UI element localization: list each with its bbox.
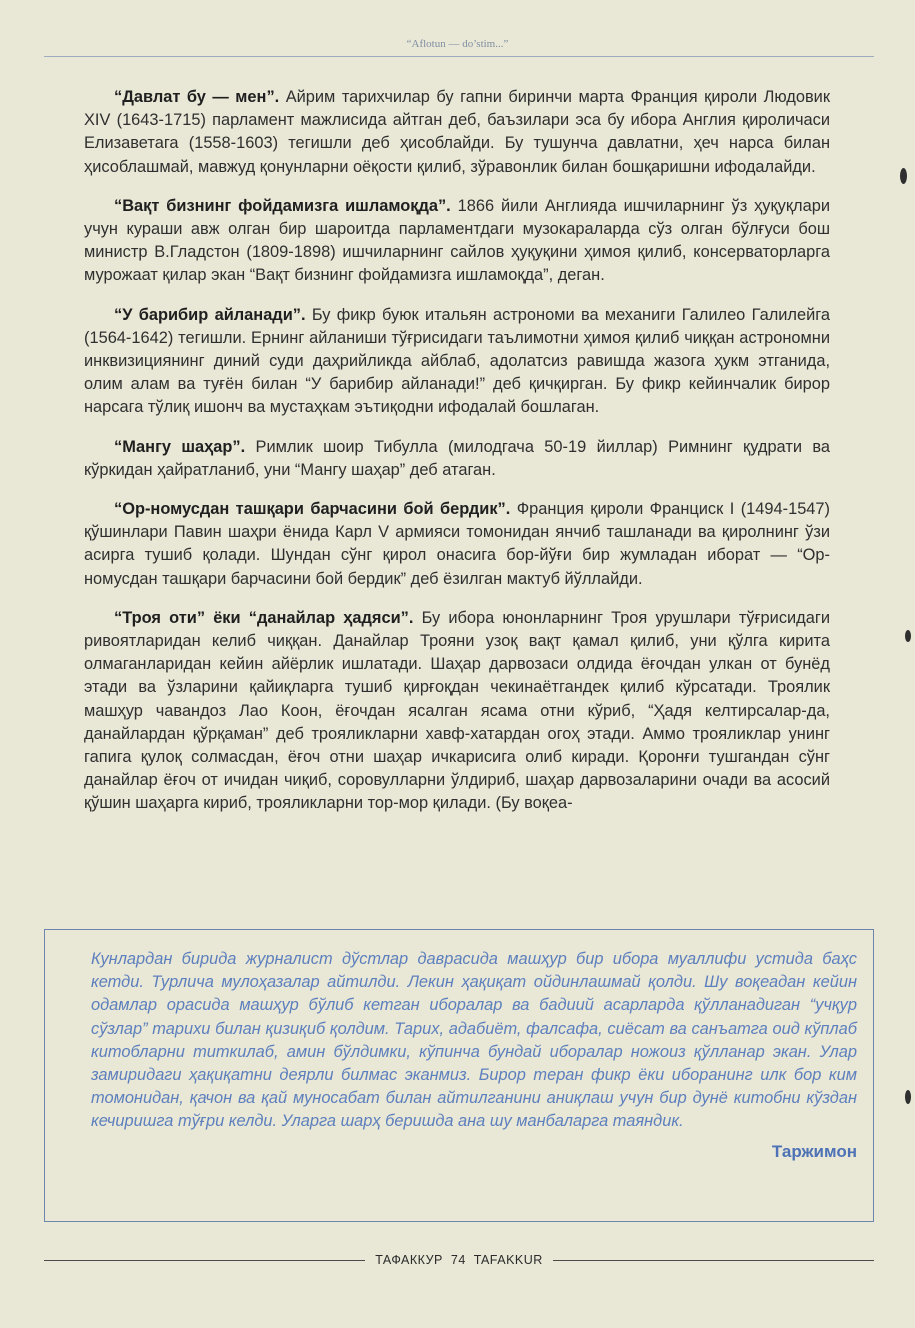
article-body [84,86,830,832]
entry-paragraph [84,436,830,482]
footer-label [365,1253,553,1267]
entry-term: “Троя оти” ёки “данайлар ҳадяси”. [114,608,414,627]
entry-paragraph [84,304,830,420]
binding-hole-mark [905,630,911,642]
page-number: 74 [450,1253,466,1267]
entry-paragraph [84,195,830,288]
footer-magazine-cyrillic: ТАФАККУР [375,1253,443,1267]
translator-note-text: Кунлардан бирида журналист дўстлар даврасида машҳур бир ибора муаллифи устида баҳс кетди. Турлича мулоҳазалар айтилди. Лекин ҳақиқат ойдинлашмай қолди. Шу воқеадан кейин одамлар орасида машҳур бўлиб кетган иборалар ва бадиий асарларда қўлланадиган “учқур сўзлар” тарихи билан қизиқиб қолдим. Тарих, адабиёт, фалсафа, сиёсат ва санъатга оид кўплаб китобларни титкилаб, амин бўлдимки, кўпинча бундай иборалар ножоиз қўлланар экан. Улар замиридаги ҳақиқатни деярли билмас эканмиз. Бирор теран фикр ёки иборанинг илк бор ким томонидан, қачон ва қай муносабат билан айтилганини аниқлаш учун бир дунё китобни кўздан кечиришга тўғри келди. Уларга шарҳ беришда ана шу манбаларга таяндик. [91,950,857,1131]
entry-paragraph [84,498,830,591]
entry-text: Бу фикр буюк итальян астрономи ва механиги Галилео Галилейга (1564-1642) тегишли. Ернинг айланиши тўғрисидаги таълимотни ҳимоя қилиб чиққан астрономни инквизициянинг диний суди даҳрийликда айблаб, адолатсиз равишда жазога ҳукм этганида, олим алам ва туғён билан “У барибир айланади!” деб қичқирган. Бу фикр кейинчалик бирор нарсага тўлиқ ишонч ва мустаҳкам эътиқодни ифодалай бошлаган. [84,305,830,417]
footer-magazine-latin: TAFAKKUR [473,1253,543,1267]
page-footer [44,1250,874,1270]
entry-text: 1866 йили Англияда ишчиларнинг ўз ҳуқуқлари учун кураши авж олган бир шароитда парламентдаги музокараларда сўз олган бўлғуси бош министр В.Гладстон (1809-1898) ишчиларнинг сайлов ҳуқуқини ҳимоя қилиб, консерваторларга мурожаат қилар экан “Вақт бизнинг фойдамизга ишламоқда”, деган. [84,196,830,285]
translator-signature: Таржимон [771,1141,857,1161]
running-header: “Aflotun — do’stim...” [406,38,509,50]
entry-term: “Вақт бизнинг фойдамизга ишламоқда”. [114,196,451,215]
binding-hole-mark [900,168,907,184]
translator-note-box [44,929,874,1222]
entry-text: Бу ибора юнонларнинг Троя урушлари тўғрисидаги ривоятларидан келиб чиққан. Данайлар Трояни узоқ вақт қамал қилиб, уни қўлга кирита олмаганларидан кейин айёрлик ишлатади. Шаҳар дарвозаси олдида ёғочдан улкан от бунёд этади ва ўзларини қайиқларга тушиб қирғоқдан чекинаётгандек қилиб кўрсатади. Троялик машҳур чавандоз Лао Коон, ёғочдан ясалган ясама отни кўриб, “Ҳадя келтирсалар-да, данайлардан қўрқаман” деб трояликларни хавф-хатардан огоҳ этади. Аммо трояликлар унинг гапига қулоқ солмасдан, ёғоч отни шаҳар ичкарисига олиб киради. Қоронғи тушгандан сўнг данайлар ёғоч от ичидан чиқиб, соровулларни ўлдириб, шаҳар дарвозаларини очади ва асосий қўшин шаҳарга кириб, трояликларни тор-мор қилади. (Бу воқеа- [84,608,830,813]
entry-text: Римлик шоир Тибулла (милодгача 50-19 йиллар) Римнинг қудрати ва кўркидан ҳайратланиб, уни “Мангу шаҳар” деб атаган. [84,437,830,479]
footer-rule-left [44,1260,365,1261]
entry-term: “Ор-номусдан ташқари барчасини бой бердик”. [114,500,511,519]
entry-term: “Мангу шаҳар”. [114,437,246,456]
footer-rule-right [553,1260,874,1261]
header-rule [44,56,874,57]
binding-hole-mark [905,1090,911,1104]
entry-paragraph [84,607,830,816]
entry-text: Франция қироли Франциск I (1494-1547) қўшинлари Павин шаҳри ёнида Карл V армияси томонидан янчиб ташланади ва қиролнинг ўзи асирга тушиб қолади. Шундан сўнг қирол онасига бор-йўғи бир жумладан иборат — “Ор-номусдан ташқари барчасини бой бердик” деб ёзилган мактуб йўллайди. [84,500,830,588]
entry-term: “Давлат бу — мен”. [114,88,280,106]
entry-paragraph [84,86,830,179]
entry-term: “У барибир айланади”. [114,305,306,324]
entry-text: Айрим тарихчилар бу гапни биринчи марта Франция қироли Людовик XIV (1643-1715) парламент мажлисида айтган деб, баъзилари эса бу ибора Англия қироличаси Елизаветага (1558-1603) тегишли деб ҳисоблайди. Бу тушунча давлатни, ҳеч нарса билан ҳисоблашмай, мавжуд қонунларни оёқости қилиб, зўравонлик билан бошқаришни ифодалайди. [84,88,830,176]
